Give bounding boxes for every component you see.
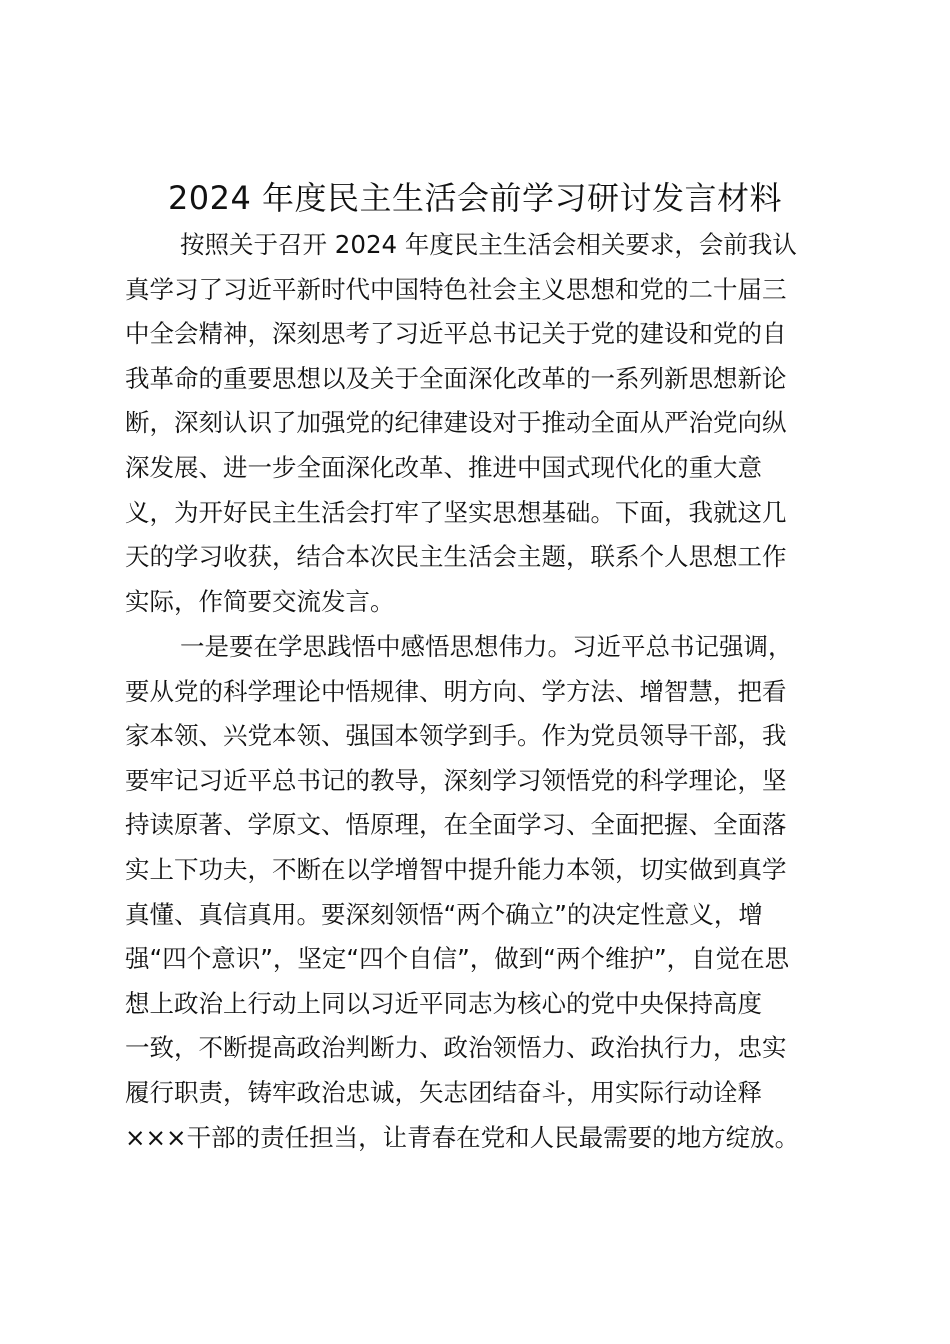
paragraph-line: 天的学习收获，结合本次民主生活会主题，联系个人思想工作 [125, 542, 787, 572]
document-title: 2024 年度民主生活会前学习研讨发言材料 [167, 179, 783, 217]
paragraph-line: 按照关于召开 2024 年度民主生活会相关要求，会前我认 [180, 230, 797, 259]
paragraph-1 [125, 223, 825, 624]
paragraph-2 [125, 625, 825, 1160]
paragraph-line: 义，为开好民主生活会打牢了坚实思想基础。下面，我就这几 [125, 497, 787, 527]
paragraph-line: 一是要在学思践悟中感悟思想伟力。习近平总书记强调， [180, 632, 793, 661]
paragraph-line: 要从党的科学理论中悟规律、明方向、学方法、增智慧，把看 [125, 676, 787, 706]
paragraph-line: 断，深刻认识了加强党的纪律建设对于推动全面从严治党向纵 [125, 408, 787, 438]
paragraph-line: 中全会精神，深刻思考了习近平总书记关于党的建设和党的自 [125, 319, 787, 349]
paragraph-line: 想上政治上行动上同以习近平同志为核心的党中央保持高度 [125, 988, 762, 1018]
paragraph-line: 一致，不断提高政治判断力、政治领悟力、政治执行力，忠实 [125, 1033, 787, 1063]
paragraph-line: ×××干部的责任担当，让青春在党和人民最需要的地方绽放。 [125, 1122, 800, 1152]
paragraph-line: 强“四个意识”，坚定“四个自信”，做到“两个维护”，自觉在思 [125, 944, 790, 974]
paragraph-line: 实际，作简要交流发言。 [125, 586, 395, 616]
paragraph-line: 履行职责，铸牢政治忠诚，矢志团结奋斗，用实际行动诠释 [125, 1077, 762, 1107]
paragraph-line: 深发展、进一步全面深化改革、推进中国式现代化的重大意 [125, 452, 762, 482]
paragraph-line: 持读原著、学原文、悟原理，在全面学习、全面把握、全面落 [125, 810, 787, 840]
paragraph-line: 要牢记习近平总书记的教导，深刻学习领悟党的科学理论，坚 [125, 765, 787, 795]
paragraph-line: 实上下功夫，不断在以学增智中提升能力本领，切实做到真学 [125, 854, 787, 884]
paragraph-line: 真学习了习近平新时代中国特色社会主义思想和党的二十届三 [125, 274, 787, 304]
paragraph-line: 我革命的重要思想以及关于全面深化改革的一系列新思想新论 [125, 363, 787, 393]
paragraph-line: 家本领、兴党本领、强国本领学到手。作为党员领导干部，我 [125, 721, 787, 751]
paragraph-line: 真懂、真信真用。要深刻领悟“两个确立”的决定性意义，增 [125, 899, 763, 929]
